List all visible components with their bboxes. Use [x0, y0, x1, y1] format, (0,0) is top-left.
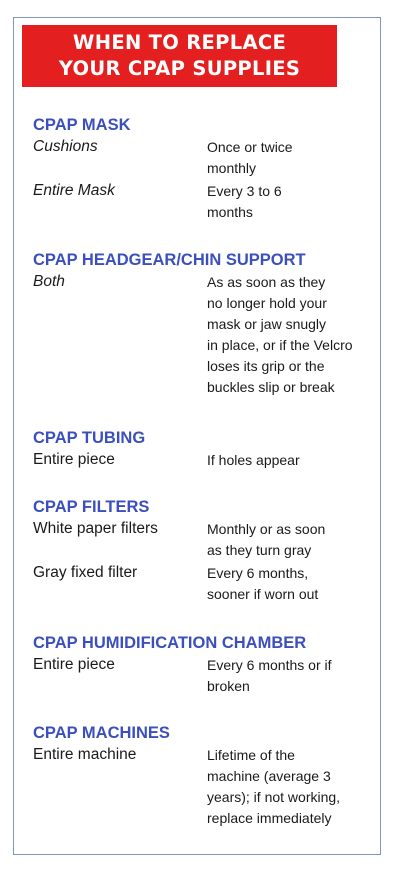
- list-item: [33, 450, 353, 471]
- list-item: [33, 655, 353, 697]
- list-item: [33, 745, 353, 829]
- section-cpap-headgear: [33, 250, 353, 398]
- section-cpap-machines: [33, 723, 353, 829]
- item-description-line: monthly: [207, 160, 257, 176]
- item-description-line: Monthly or as soon: [207, 521, 326, 537]
- item-description-line: mask or jaw snugly: [207, 316, 327, 332]
- item-description: [207, 272, 357, 398]
- list-item: [33, 519, 353, 563]
- item-description: [207, 563, 357, 605]
- item-description-line: If holes appear: [207, 452, 300, 468]
- item-label: Cushions: [33, 138, 98, 155]
- item-description-line: buckles slip or break: [207, 379, 335, 395]
- item-description: [207, 519, 357, 561]
- section-cpap-filters: [33, 497, 353, 607]
- item-description-line: no longer hold your: [207, 295, 327, 311]
- item-description-line: broken: [207, 678, 250, 694]
- item-description: [207, 745, 357, 829]
- item-description: [207, 655, 357, 697]
- section-title: CPAP FILTERS: [33, 498, 150, 516]
- list-item: [33, 137, 353, 181]
- item-description-line: sooner if worn out: [207, 586, 319, 602]
- item-description-line: As as soon as they: [207, 274, 326, 290]
- item-label: Gray fixed filter: [33, 564, 138, 581]
- item-description-line: in place, or if the Velcro: [207, 337, 353, 353]
- list-item: [33, 272, 353, 398]
- item-description-line: replace immediately: [207, 810, 332, 826]
- item-label: Both: [33, 273, 65, 290]
- banner-line-2: YOUR CPAP SUPPLIES: [58, 57, 301, 80]
- item-description: [207, 181, 357, 223]
- item-description: [207, 450, 357, 471]
- item-label: Entire Mask: [33, 182, 115, 199]
- list-item: [33, 563, 353, 607]
- section-title: CPAP HEADGEAR/CHIN SUPPORT: [33, 251, 306, 269]
- item-label: White paper filters: [33, 520, 158, 537]
- item-description-line: Once or twice: [207, 139, 293, 155]
- item-label: Entire machine: [33, 746, 137, 763]
- item-description-line: machine (average 3: [207, 768, 331, 784]
- section-title: CPAP TUBING: [33, 429, 146, 447]
- item-label: Entire piece: [33, 451, 115, 468]
- section-cpap-tubing: [33, 428, 353, 471]
- item-description-line: Every 6 months,: [207, 565, 309, 581]
- item-description-line: years); if not working,: [207, 789, 341, 805]
- banner-line-1: WHEN TO REPLACE: [72, 31, 287, 54]
- item-description: [207, 137, 357, 179]
- item-description-line: months: [207, 204, 253, 220]
- section-title: CPAP MASK: [33, 116, 131, 134]
- item-description-line: Lifetime of the: [207, 747, 295, 763]
- item-description-line: as they turn gray: [207, 542, 312, 558]
- item-description-line: Every 3 to 6: [207, 183, 282, 199]
- section-title: CPAP MACHINES: [33, 724, 170, 742]
- list-item: [33, 181, 353, 225]
- section-cpap-mask: [33, 115, 353, 225]
- item-label: Entire piece: [33, 656, 115, 673]
- section-cpap-humidification: [33, 633, 353, 697]
- section-title: CPAP HUMIDIFICATION CHAMBER: [33, 634, 307, 652]
- item-description-line: loses its grip or the: [207, 358, 325, 374]
- title-banner: [22, 25, 337, 87]
- item-description-line: Every 6 months or if: [207, 657, 332, 673]
